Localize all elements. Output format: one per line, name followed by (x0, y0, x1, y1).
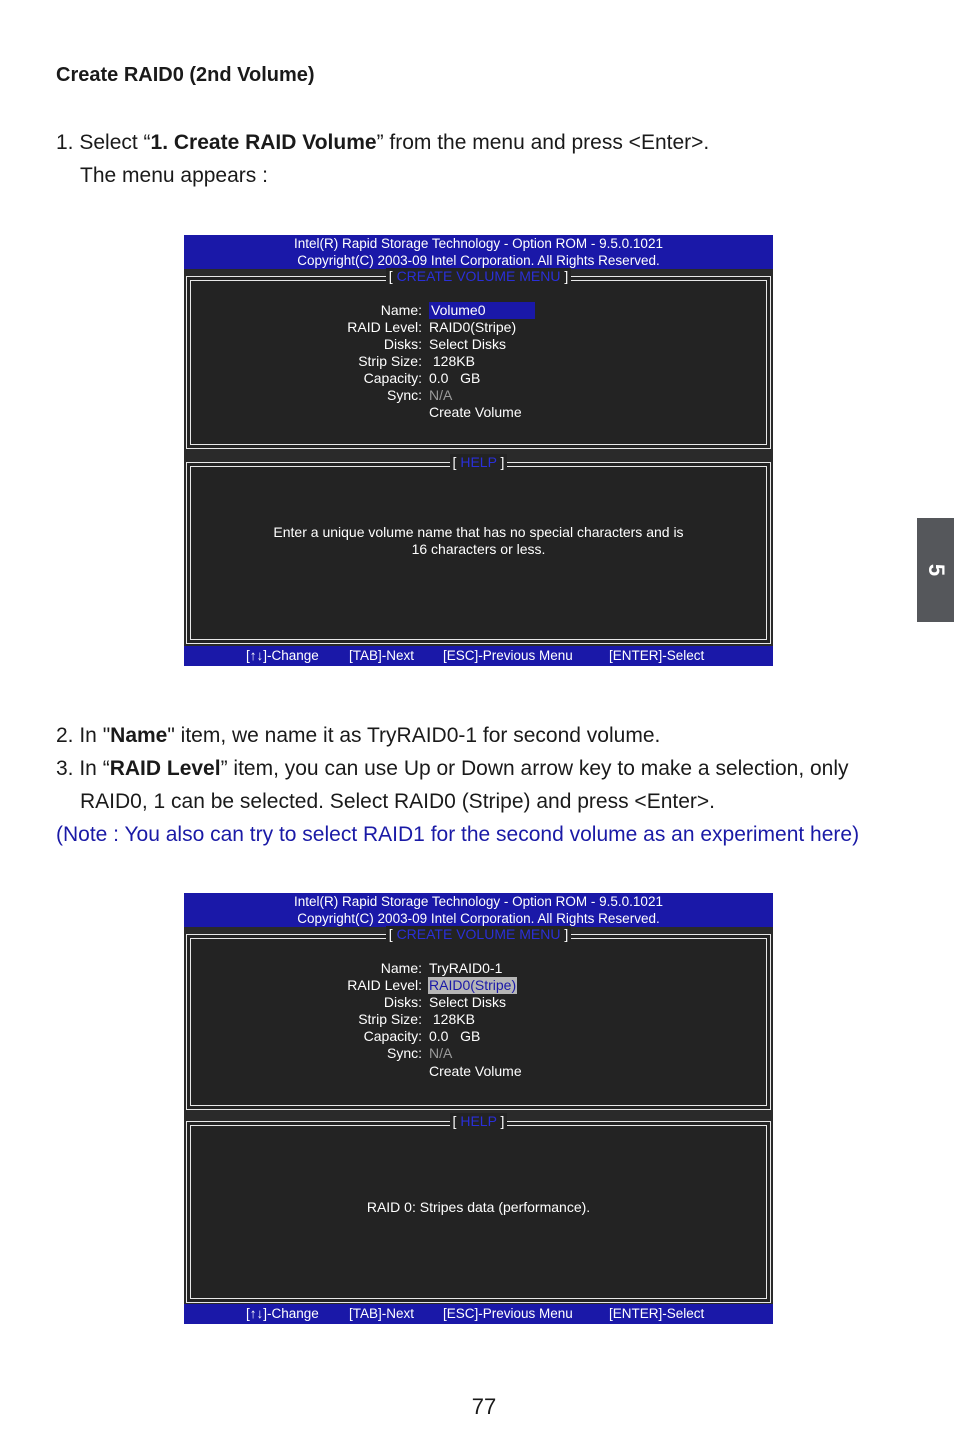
create-volume-panel (186, 268, 771, 449)
help-title: [ HELP ] (187, 454, 770, 470)
footer-next: [TAB]-Next (349, 648, 415, 663)
step-1-suffix: ” from the menu and press <Enter>. (376, 131, 710, 154)
help-title: [ HELP ] (187, 1113, 770, 1129)
create-volume-title: [ CREATE VOLUME MENU ] (187, 926, 770, 942)
help-panel (186, 1113, 771, 1303)
raid-level-label: RAID Level: (347, 977, 422, 993)
step-3-prefix: 3. In “ (56, 757, 110, 780)
bios-footer (184, 1304, 773, 1324)
footer-esc: [ESC]-Previous Menu (443, 648, 573, 663)
create-volume-title: [ CREATE VOLUME MENU ] (187, 268, 770, 284)
disks-label: Disks: (383, 994, 422, 1010)
sync-label: Sync: (386, 1045, 422, 1061)
sync-label: Sync: (386, 387, 422, 403)
bios-header-title: Intel(R) Rapid Storage Technology - Option ROM - 9.5.0.1021 (294, 894, 663, 909)
sync-value: N/A (429, 387, 453, 403)
step-1-prefix: 1. Select “ (56, 131, 151, 154)
step-1-text (56, 126, 709, 159)
note-text: (Note : You also can try to select RAID1 for the second volume as an experiment here) (56, 823, 860, 846)
footer-esc: [ESC]-Previous Menu (443, 1306, 573, 1321)
raid-level-label: RAID Level: (347, 319, 422, 335)
bios-header-title: Intel(R) Rapid Storage Technology - Option ROM - 9.5.0.1021 (294, 236, 663, 251)
help-text-line-2: 16 characters or less. (411, 541, 546, 557)
footer-next: [TAB]-Next (349, 1306, 415, 1321)
step-3-line2: RAID0, 1 can be selected. Select RAID0 (Stripe) and press <Enter>. (80, 790, 715, 813)
help-panel (186, 454, 771, 644)
step-1-bold: 1. Create RAID Volume (150, 131, 377, 154)
footer-enter: [ENTER]-Select (609, 1306, 705, 1321)
bios-header (184, 235, 773, 269)
footer-change: [↑↓]-Change (246, 1306, 319, 1321)
step-2-text (56, 719, 660, 752)
bios-footer (184, 646, 773, 666)
strip-size-label: Strip Size: (358, 1011, 422, 1027)
name-value[interactable]: TryRAID0-1 (429, 960, 503, 976)
capacity-value[interactable]: 0.0 GB (429, 1028, 481, 1044)
capacity-label: Capacity: (363, 370, 422, 386)
help-text-line-1: Enter a unique volume name that has no special characters and is (273, 524, 684, 540)
bios-header-copyright: Copyright(C) 2003-09 Intel Corporation. All Rights Reserved. (297, 253, 660, 268)
bios-screen-1 (184, 235, 773, 666)
strip-size-label: Strip Size: (358, 353, 422, 369)
capacity-label: Capacity: (363, 1028, 422, 1044)
raid-level-value[interactable]: RAID0(Stripe) (429, 319, 517, 335)
disks-value[interactable]: Select Disks (429, 336, 507, 352)
bios-header (184, 893, 773, 927)
step-2-prefix: 2. In " (56, 724, 111, 747)
step-2-bold: Name (110, 724, 168, 747)
bios-screen-2 (184, 893, 773, 1324)
step-3-suffix: ” item, you can use Up or Down arrow key to make a selection, only (220, 757, 849, 780)
name-label: Name: (380, 960, 422, 976)
footer-enter: [ENTER]-Select (609, 648, 705, 663)
footer-change: [↑↓]-Change (246, 648, 319, 663)
create-volume-panel (186, 926, 771, 1110)
sync-value: N/A (429, 1045, 453, 1061)
help-text-line-1: RAID 0: Stripes data (performance). (366, 1199, 591, 1215)
name-value[interactable]: Volume0 (429, 302, 535, 319)
step-3-bold: RAID Level (109, 757, 221, 780)
chapter-tab (917, 518, 954, 622)
raid-level-value[interactable]: RAID0(Stripe) (429, 977, 517, 993)
capacity-value[interactable]: 0.0 GB (429, 370, 481, 386)
strip-size-value[interactable]: 128KB (429, 1011, 475, 1027)
page-number: 77 (471, 1394, 497, 1419)
section-heading: Create RAID0 (2nd Volume) (56, 64, 315, 86)
disks-label: Disks: (383, 336, 422, 352)
strip-size-value[interactable]: 128KB (429, 353, 475, 369)
create-volume-option[interactable]: Create Volume (429, 404, 522, 420)
step-3-text (56, 752, 849, 785)
create-volume-option[interactable]: Create Volume (429, 1063, 522, 1079)
step-2-suffix: " item, we name it as TryRAID0-1 for second volume. (167, 724, 661, 747)
bios-header-copyright: Copyright(C) 2003-09 Intel Corporation. All Rights Reserved. (297, 911, 660, 926)
step-1-line2: The menu appears : (80, 164, 268, 187)
chapter-number: 5 (923, 563, 949, 577)
disks-value[interactable]: Select Disks (429, 994, 507, 1010)
name-label: Name: (380, 302, 422, 318)
